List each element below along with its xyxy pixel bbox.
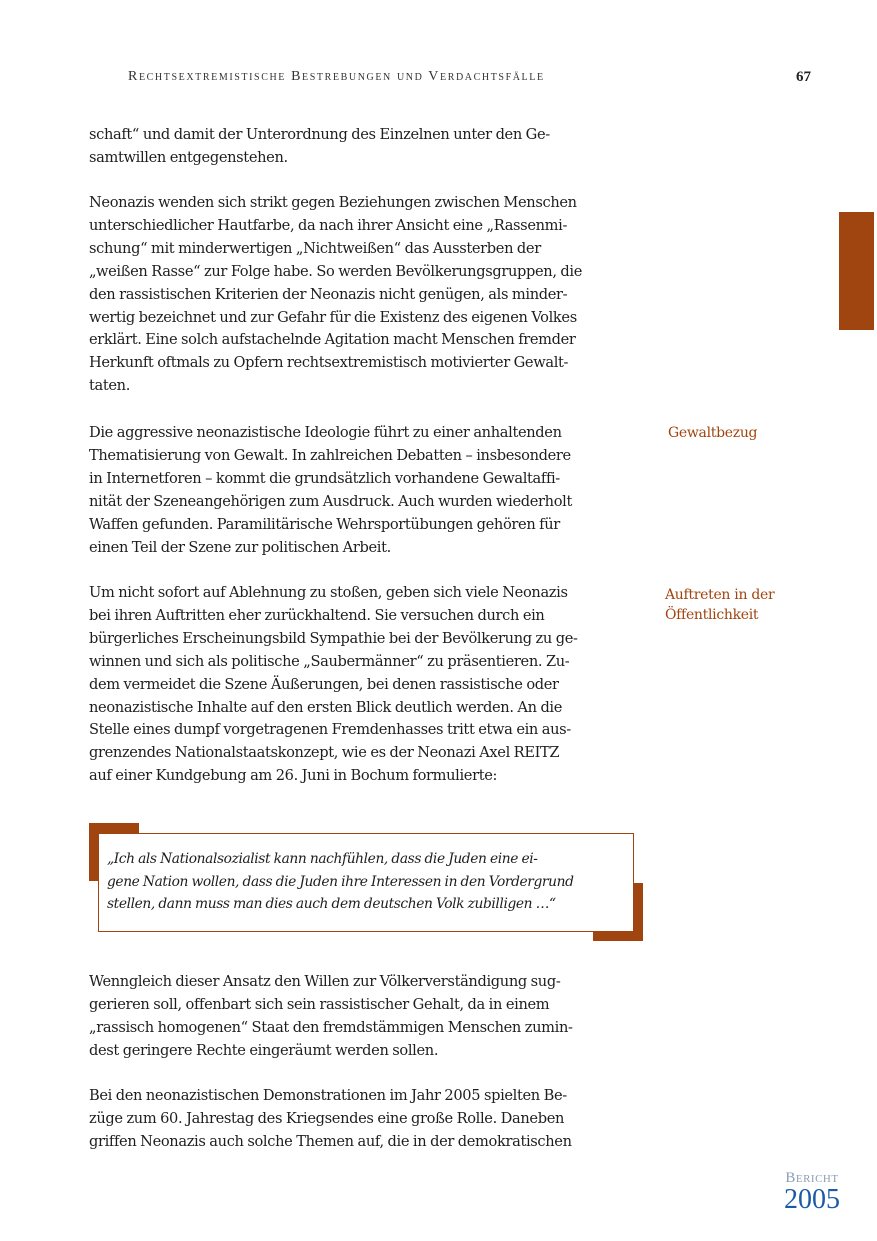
text-line: „weißen Rasse“ zur Folge habe. So werden Bevölkerungsgruppen, die	[89, 262, 583, 280]
text-line: samtwillen entgegenstehen.	[89, 148, 288, 166]
text-line: taten.	[89, 377, 131, 395]
margin-note-auftreten	[665, 585, 774, 625]
text-line: nität der Szeneangehörigen zum Ausdruck. Auch wurden wiederholt	[89, 492, 572, 510]
text-line: grenzendes Nationalstaatskonzept, wie es der Neonazi Axel REITZ	[89, 744, 560, 762]
text-line: neonazistische Inhalte auf den ersten Blick deutlich werden. An die	[89, 698, 563, 716]
text-line: dest geringere Rechte eingeräumt werden sollen.	[89, 1041, 439, 1059]
text-line: schung“ mit minderwertigen „Nichtweißen“ das Aussterben der	[89, 239, 541, 257]
margin-note-line: Öffentlichkeit	[665, 607, 759, 623]
text-line: Herkunft oftmals zu Opfern rechtsextremistisch motivierter Gewalt-	[89, 354, 569, 372]
text-line: erklärt. Eine solch aufstachelnde Agitation macht Menschen fremder	[89, 331, 576, 349]
text-line: Waffen gefunden. Paramilitärische Wehrsportübungen gehören für	[89, 515, 560, 533]
text-line: Um nicht sofort auf Ablehnung zu stoßen, geben sich viele Neonazis	[89, 584, 568, 601]
text-line: Thematisierung von Gewalt. In zahlreichen Debatten – insbesondere	[89, 446, 571, 464]
text-line: Wenngleich dieser Ansatz den Willen zur Völkerverständigung sug-	[89, 973, 561, 990]
text-line: dem vermeidet die Szene Äußerungen, bei denen rassistische oder	[89, 675, 559, 693]
text-line: Stelle eines dumpf vorgetragenen Fremdenhasses tritt etwa ein aus-	[89, 721, 571, 739]
running-head: Rechtsextremistische Bestrebungen und Verdachtsfälle	[128, 69, 545, 84]
text-line: Neonazis wenden sich strikt gegen Beziehungen zwischen Menschen	[89, 194, 577, 211]
text-line: griffen Neonazis auch solche Themen auf, die in der demokratischen	[89, 1132, 572, 1150]
text-line: den rassistischen Kriterien der Neonazis nicht genügen, als minder-	[89, 285, 568, 303]
brand-year: 2005	[784, 1184, 840, 1215]
quote-text	[107, 848, 633, 916]
chapter-tab-marker	[839, 212, 874, 330]
text-line: in Internetforen – kommt die grundsätzlich vorhandene Gewaltaffi-	[89, 469, 560, 487]
text-line: winnen und sich als politische „Saubermänner“ zu präsentieren. Zu-	[89, 652, 570, 670]
text-line: schaft“ und damit der Unterordnung des Einzelnen unter den Ge-	[89, 126, 550, 143]
text-line: gerieren soll, offenbart sich sein rassistischer Gehalt, da in einem	[89, 995, 550, 1013]
quote-box	[98, 833, 634, 932]
text-line: bei ihren Auftritten eher zurückhaltend. Sie versuchen durch ein	[89, 606, 545, 624]
margin-note-line: Auftreten in der	[665, 587, 775, 603]
text-line: Bei den neonazistischen Demonstrationen im Jahr 2005 spielten Be-	[89, 1087, 567, 1104]
margin-note-line: Gewaltbezug	[668, 425, 758, 441]
margin-note-gewaltbezug	[668, 423, 757, 443]
text-line: „rassisch homogenen“ Staat den fremdstämmigen Menschen zumin-	[89, 1018, 573, 1036]
text-line: einen Teil der Szene zur politischen Arbeit.	[89, 538, 391, 556]
paragraph-2	[89, 192, 649, 398]
text-line: wertig bezeichnet und zur Gefahr für die Existenz des eigenen Volkes	[89, 308, 577, 326]
quote-line: „Ich als Nationalsozialist kann nachfühlen, dass die Juden eine ei-	[107, 851, 538, 867]
page-number: 67	[796, 69, 811, 85]
report-brand-logo	[778, 1170, 846, 1214]
text-line: unterschiedlicher Hautfarbe, da nach ihrer Ansicht eine „Rassenmi-	[89, 216, 568, 234]
brand-word: Bericht	[785, 1170, 839, 1186]
text-line: züge zum 60. Jahrestag des Kriegsendes eine große Rolle. Daneben	[89, 1109, 565, 1127]
paragraph-5	[89, 971, 649, 1063]
paragraph-1	[89, 124, 649, 170]
text-line: auf einer Kundgebung am 26. Juni in Bochum formulierte:	[89, 767, 498, 785]
paragraph-4	[89, 582, 649, 788]
text-line: Die aggressive neonazistische Ideologie führt zu einer anhaltenden	[89, 424, 562, 441]
quote-line: gene Nation wollen, dass die Juden ihre Interessen in den Vordergrund	[107, 873, 574, 890]
paragraph-3	[89, 422, 649, 559]
quote-line: stellen, dann muss man dies auch dem deutschen Volk zubilligen …“	[107, 896, 556, 913]
text-line: bürgerliches Erscheinungsbild Sympathie bei der Bevölkerung zu ge-	[89, 629, 578, 647]
paragraph-6	[89, 1085, 649, 1154]
